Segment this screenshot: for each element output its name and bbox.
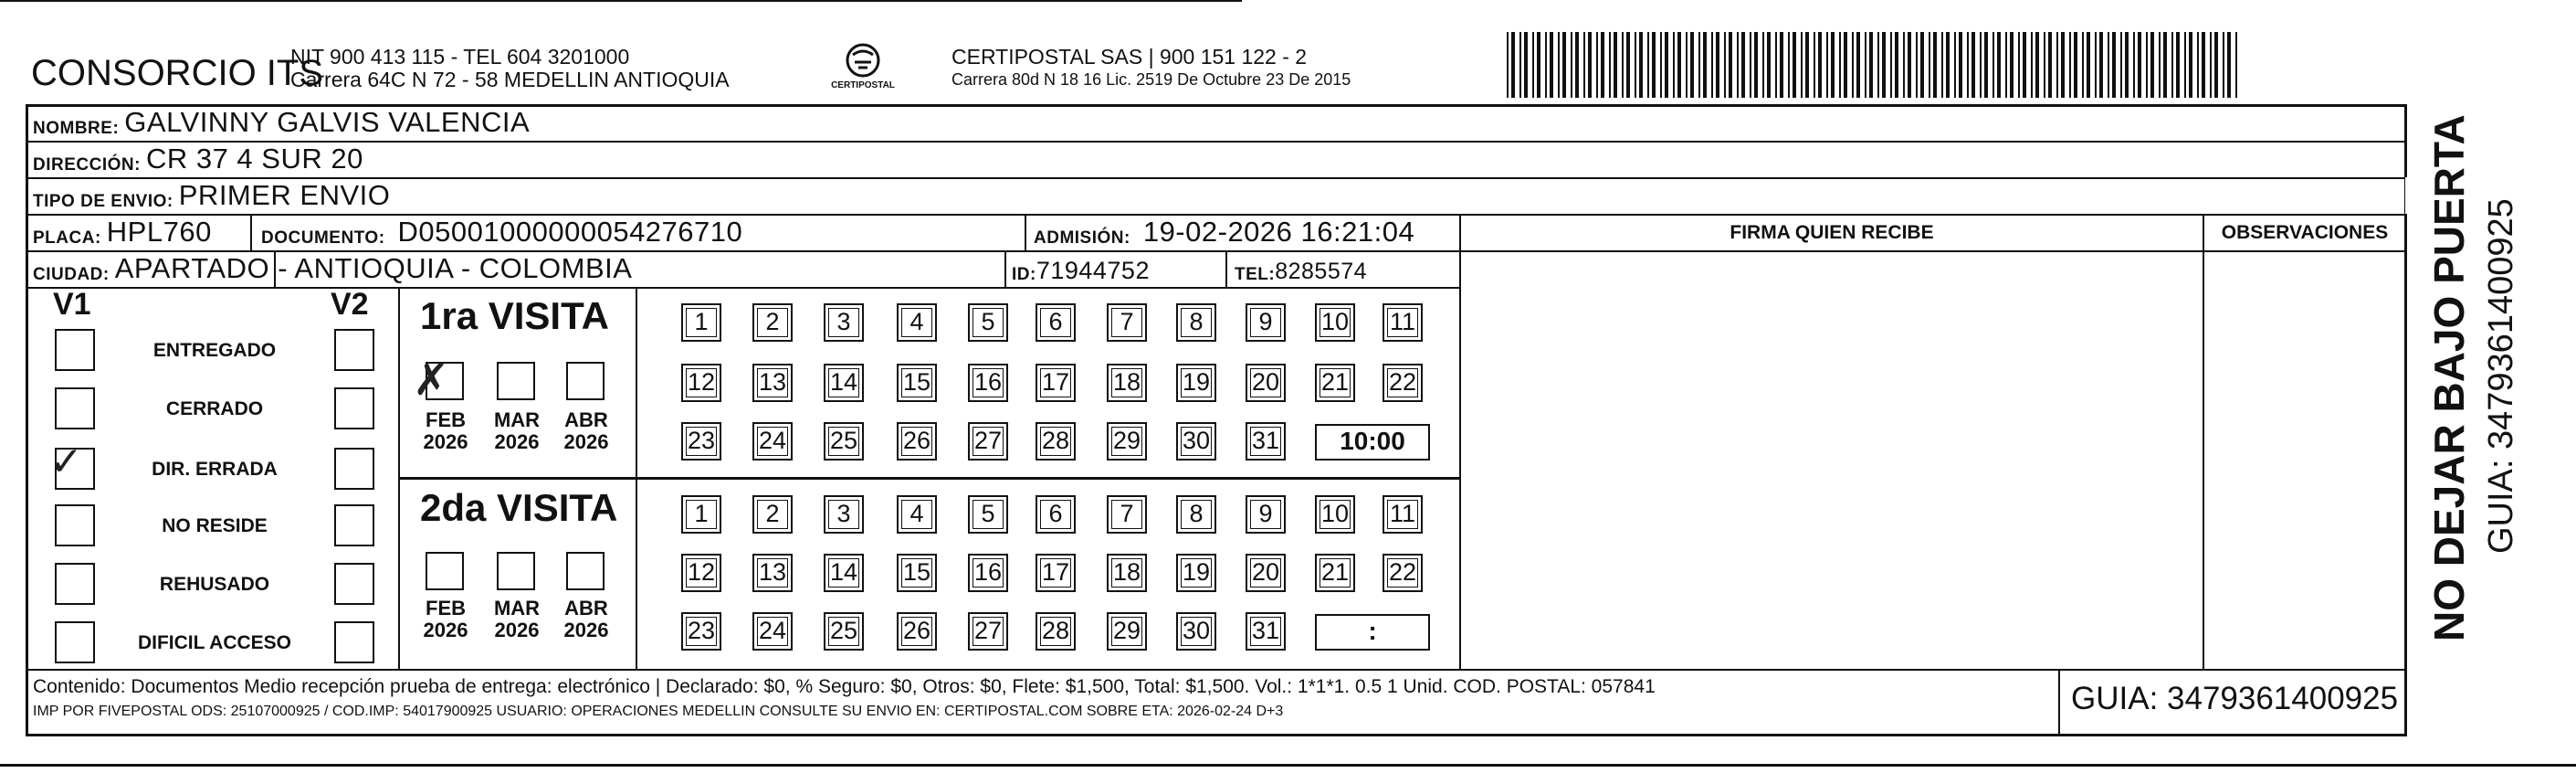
ciudad-value: APARTADO - ANTIOQUIA - COLOMBIA [114, 252, 633, 284]
firma-header: FIRMA QUIEN RECIBE [1461, 216, 2203, 252]
first-visit-day-box[interactable]: 11 [1383, 303, 1423, 342]
first-visit-day-box[interactable]: 10 [1315, 303, 1355, 342]
placa-value: HPL760 [106, 216, 212, 248]
first-visit-day-box[interactable]: 7 [1107, 303, 1147, 342]
v1-checkbox[interactable] [55, 621, 95, 663]
rule [250, 214, 252, 250]
tipo-label: TIPO DE ENVIO: [33, 192, 173, 211]
first-visit-day-box[interactable]: 9 [1246, 303, 1286, 342]
nombre-value: GALVINNY GALVIS VALENCIA [124, 106, 531, 138]
first-visit-day-box[interactable]: 8 [1176, 303, 1216, 342]
first-visit-day-box[interactable]: 27 [968, 422, 1008, 461]
ciudad-label: CIUDAD: [33, 265, 110, 284]
direccion-label: DIRECCIÓN: [33, 155, 141, 175]
rule [1459, 214, 1461, 669]
placa-field [33, 214, 212, 249]
footer-guia: GUIA: 3479361400925 [2071, 681, 2399, 716]
rule [1225, 250, 1227, 287]
second-visit-day-box[interactable]: 7 [1107, 495, 1147, 534]
first-visit-day-box[interactable]: 1 [681, 303, 721, 342]
second-visit-month-box[interactable] [426, 552, 464, 590]
month-label: MAR [493, 408, 541, 431]
first-visit-day-box[interactable]: 30 [1176, 422, 1216, 461]
v1-checkbox[interactable] [55, 329, 95, 371]
rule [1025, 214, 1026, 250]
second-visit-day-box[interactable]: 6 [1036, 495, 1076, 534]
status-label: NO RESIDE [162, 515, 268, 536]
first-visit-day-box[interactable]: 28 [1036, 422, 1076, 461]
top-rule [0, 0, 1242, 2]
second-visit-day-box[interactable]: 27 [968, 612, 1008, 651]
second-visit-title: 2da VISITA [420, 486, 618, 529]
first-visit-day-box[interactable]: 22 [1383, 364, 1423, 402]
second-visit-day-box[interactable]: 22 [1383, 554, 1423, 592]
month-label: ABR [564, 597, 608, 619]
second-visit-day-box[interactable]: 23 [681, 612, 721, 651]
first-visit-month-box[interactable] [566, 362, 605, 400]
bottom-rule [0, 764, 2576, 767]
first-visit-day-box[interactable]: 20 [1246, 364, 1286, 402]
id-value: 71944752 [1036, 257, 1150, 284]
barcode [1507, 32, 2243, 98]
first-visit-day-box[interactable]: 4 [897, 303, 937, 342]
first-visit-day-box[interactable]: 31 [1246, 422, 1286, 461]
second-visit-day-box[interactable]: 31 [1246, 612, 1286, 651]
second-visit-day-box[interactable]: 8 [1176, 495, 1216, 534]
first-visit-title: 1ra VISITA [420, 294, 609, 337]
second-visit-day-box[interactable]: 3 [824, 495, 864, 534]
status-label: DIFICIL ACCESO [137, 632, 291, 653]
v2-checkbox[interactable] [334, 504, 374, 546]
first-visit-day-box[interactable]: 29 [1107, 422, 1147, 461]
footer-line-1: Contenido: Documentos Medio recepción prueba de entrega: electrónico | Declarado: $0, % Seguro: $0, Otros: $0, Flete: $1,500, Total: $1,500. Vol.: 1*1*1. 0.5 1 Unid. COD. POSTAL: 057841 [33, 676, 1656, 697]
first-visit-day-box[interactable]: 16 [968, 364, 1008, 402]
rule [26, 287, 1461, 289]
rule [2058, 669, 2060, 736]
logo-caption: CERTIPOSTAL [831, 80, 895, 90]
first-visit-day-box[interactable]: 12 [681, 364, 721, 402]
second-visit-day-box[interactable]: 1 [681, 495, 721, 534]
rule [2203, 214, 2204, 669]
check-mark-icon: ✓ [49, 439, 83, 485]
address-line: Carrera 64C N 72 - 58 MEDELLIN ANTIOQUIA [290, 68, 730, 91]
second-visit-day-box[interactable]: 24 [752, 612, 793, 651]
ciudad-field [33, 250, 632, 285]
tel-field [1235, 250, 1367, 285]
second-visit-day-box[interactable]: 4 [897, 495, 937, 534]
handwritten-mark-icon: ✗ [413, 355, 450, 406]
first-visit-day-box[interactable]: 17 [1036, 364, 1076, 402]
side-warning: NO DEJAR BAJO PUERTA [2425, 114, 2473, 641]
second-visit-day-box[interactable]: 25 [824, 612, 864, 651]
second-visit-day-box[interactable]: 5 [968, 495, 1008, 534]
second-visit-day-box[interactable]: 13 [752, 554, 793, 592]
documento-field [261, 214, 742, 249]
second-visit-day-box[interactable]: 18 [1107, 554, 1147, 592]
v1-checkbox[interactable] [55, 563, 95, 605]
tel-label: TEL: [1235, 265, 1276, 284]
first-visit-day-box[interactable]: 23 [681, 422, 721, 461]
certipostal-logo-icon [831, 40, 895, 97]
second-visit-day-box[interactable]: 26 [897, 612, 937, 651]
first-visit-month-box[interactable] [497, 362, 535, 400]
rule [2405, 177, 2407, 214]
documento-value: D05001000000054276710 [397, 216, 743, 248]
nombre-row [33, 104, 530, 139]
second-visit-month-box[interactable] [497, 552, 535, 590]
footer-line-2: IMP POR FIVEPOSTAL ODS: 25107000925 / COD.IMP: 54017900925 USUARIO: OPERACIONES MEDELLIN CONSULTE SU ENVIO EN: CERTIPOSTAL.COM SOBRE ETA: 2026-02-24 D+3 [33, 704, 1284, 719]
admision-label: ADMISIÓN: [1034, 228, 1130, 248]
status-label: DIR. ERRADA [152, 459, 278, 480]
year-label: 2026 [423, 430, 468, 453]
first-visit-day-box[interactable]: 18 [1107, 364, 1147, 402]
first-visit-day-box[interactable]: 2 [752, 303, 793, 342]
side-guia: GUIA: 3479361400925 [2482, 198, 2520, 554]
carrier-address: Carrera 80d N 18 16 Lic. 2519 De Octubre 23 De 2015 [952, 70, 1351, 89]
first-visit-day-box[interactable]: 13 [752, 364, 793, 402]
year-label: 2026 [563, 430, 609, 453]
first-visit-day-box[interactable]: 24 [752, 422, 793, 461]
id-field [1012, 250, 1150, 285]
status-label: CERRADO [165, 398, 264, 419]
first-visit-day-box[interactable]: 15 [897, 364, 937, 402]
year-label: 2026 [423, 619, 468, 641]
carrier-line: CERTIPOSTAL SAS | 900 151 122 - 2 [952, 45, 1308, 69]
placa-label: PLACA: [33, 228, 101, 248]
status-label: ENTREGADO [152, 340, 277, 361]
nit-line: NIT 900 413 115 - TEL 604 3201000 [290, 45, 630, 69]
second-visit-day-box[interactable]: 15 [897, 554, 937, 592]
tipo-value: PRIMER ENVIO [178, 179, 391, 211]
first-visit-day-box[interactable]: 3 [824, 303, 864, 342]
first-visit-day-box[interactable]: 21 [1315, 364, 1355, 402]
year-label: 2026 [494, 619, 540, 641]
first-visit-day-box[interactable]: 26 [897, 422, 937, 461]
first-visit-time-box[interactable]: 10:00 [1315, 424, 1430, 461]
v2-checkbox[interactable] [334, 329, 374, 371]
company-name: CONSORCIO ITS [31, 53, 324, 93]
first-visit-day-box[interactable]: 14 [824, 364, 864, 402]
year-label: 2026 [494, 430, 540, 453]
first-visit-day-box[interactable]: 25 [824, 422, 864, 461]
v2-checkbox[interactable] [334, 563, 374, 605]
second-visit-day-box[interactable]: 28 [1036, 612, 1076, 651]
second-visit-day-box[interactable]: 20 [1246, 554, 1286, 592]
second-visit-day-box[interactable]: 2 [752, 495, 793, 534]
documento-label: DOCUMENTO: [261, 228, 385, 248]
admision-field [1034, 214, 1414, 249]
second-visit-time-box[interactable]: : [1315, 614, 1430, 651]
first-visit-day-box[interactable]: 19 [1176, 364, 1216, 402]
second-visit-day-box[interactable]: 29 [1107, 612, 1147, 651]
month-label: MAR [493, 597, 541, 619]
second-visit-month-box[interactable] [566, 552, 605, 590]
rule [26, 669, 2407, 671]
direccion-row [33, 141, 363, 175]
status-label: REHUSADO [159, 574, 270, 595]
observaciones-header: OBSERVACIONES [2204, 216, 2405, 252]
nombre-label: NOMBRE: [33, 119, 120, 138]
second-visit-day-box[interactable]: 12 [681, 554, 721, 592]
tel-value: 8285574 [1275, 259, 1368, 284]
v2-label: V2 [331, 287, 369, 322]
second-visit-day-box[interactable]: 16 [968, 554, 1008, 592]
v2-checkbox[interactable] [334, 448, 374, 490]
v2-checkbox[interactable] [334, 387, 374, 429]
rule [1004, 250, 1006, 287]
month-label: FEB [426, 408, 466, 431]
id-label: ID: [1012, 265, 1036, 284]
v1-checkbox[interactable] [55, 387, 95, 429]
direccion-value: CR 37 4 SUR 20 [145, 143, 363, 175]
rule [26, 141, 2407, 143]
first-visit-day-box[interactable]: 5 [968, 303, 1008, 342]
rule [398, 477, 1461, 480]
second-visit-day-box[interactable]: 30 [1176, 612, 1216, 651]
first-visit-day-box[interactable]: 6 [1036, 303, 1076, 342]
second-visit-day-box[interactable]: 14 [824, 554, 864, 592]
admision-value: 19-02-2026 16:21:04 [1142, 216, 1415, 248]
year-label: 2026 [563, 619, 609, 641]
second-visit-day-box[interactable]: 11 [1383, 495, 1423, 534]
v1-checkbox[interactable] [55, 504, 95, 546]
tipo-row [33, 177, 390, 212]
second-visit-day-box[interactable]: 10 [1315, 495, 1355, 534]
v1-label: V1 [53, 287, 91, 322]
second-visit-day-box[interactable]: 21 [1315, 554, 1355, 592]
second-visit-day-box[interactable]: 9 [1246, 495, 1286, 534]
second-visit-day-box[interactable]: 17 [1036, 554, 1076, 592]
month-label: ABR [564, 408, 608, 431]
v2-checkbox[interactable] [334, 621, 374, 663]
second-visit-day-box[interactable]: 19 [1176, 554, 1216, 592]
month-label: FEB [426, 597, 466, 619]
